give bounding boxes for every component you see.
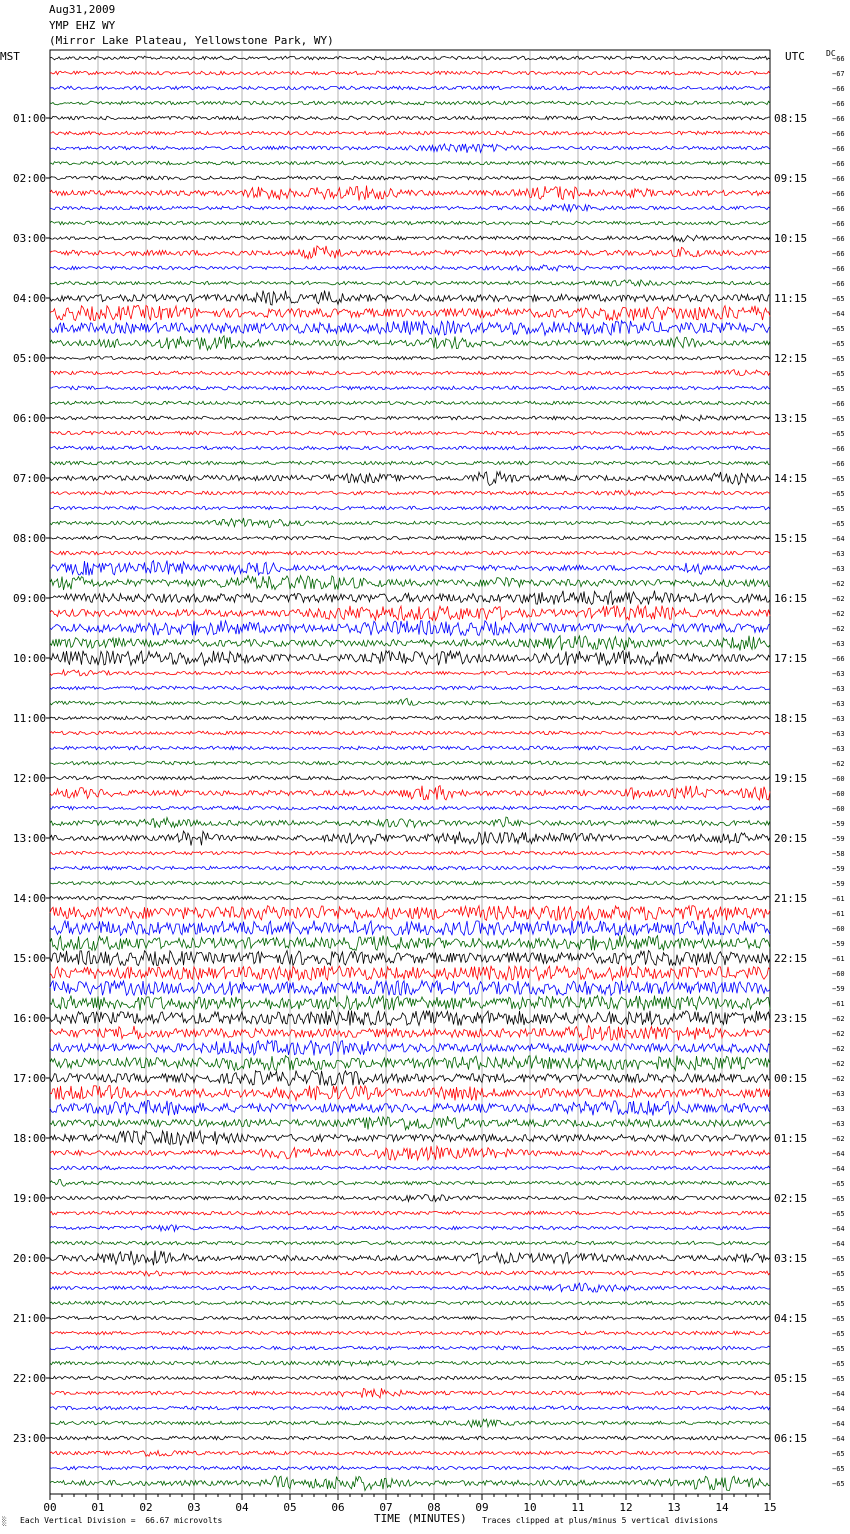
dc-offset-label: −61 xyxy=(832,1000,845,1008)
seismic-trace xyxy=(50,1011,770,1026)
dc-offset-label: −65 xyxy=(832,520,845,528)
dc-offset-label: −66 xyxy=(832,445,845,453)
seismic-trace xyxy=(50,280,770,286)
right-timezone-label: UTC xyxy=(785,50,805,63)
right-hour-label: 02:15 xyxy=(774,1192,808,1205)
dc-offset-label: −65 xyxy=(832,1450,845,1458)
dc-offset-label: −64 xyxy=(832,1225,845,1233)
left-hour-label: 15:00 xyxy=(13,952,47,965)
dc-offset-label: −63 xyxy=(832,1120,845,1128)
x-tick-label: 01 xyxy=(91,1501,105,1514)
x-tick-label: 08 xyxy=(427,1501,441,1514)
left-hour-label: 09:00 xyxy=(13,592,47,605)
dc-offset-label: −65 xyxy=(832,355,845,363)
dc-offset-label: −65 xyxy=(832,1180,845,1188)
right-hour-label: 03:15 xyxy=(774,1252,808,1265)
dc-offset-label: −61 xyxy=(832,910,845,918)
dc-header-label: DC xyxy=(826,49,836,58)
right-hour-label: 14:15 xyxy=(774,472,808,485)
seismic-trace xyxy=(50,636,770,651)
seismic-trace xyxy=(50,936,770,951)
seismic-trace xyxy=(50,1180,770,1187)
seismic-trace xyxy=(50,1241,770,1245)
right-hour-label: 18:15 xyxy=(774,712,808,725)
x-tick-label: 12 xyxy=(619,1501,633,1514)
seismic-trace xyxy=(50,506,770,510)
seismic-trace xyxy=(50,144,770,153)
dc-offset-label: −65 xyxy=(832,1210,845,1218)
x-tick-label: 07 xyxy=(379,1501,393,1514)
dc-offset-label: −65 xyxy=(832,430,845,438)
dc-offset-label: −62 xyxy=(832,1135,845,1143)
dc-offset-label: −64 xyxy=(832,1390,845,1398)
x-tick-label: 13 xyxy=(667,1501,681,1514)
left-hour-label: 20:00 xyxy=(13,1252,47,1265)
seismic-trace xyxy=(50,591,770,605)
seismic-trace xyxy=(50,235,770,242)
seismic-trace xyxy=(50,746,770,750)
left-hour-label: 03:00 xyxy=(13,232,47,245)
dc-offset-label: −66 xyxy=(832,235,845,243)
x-tick-label: 10 xyxy=(523,1501,537,1514)
dc-offset-label: −65 xyxy=(832,340,845,348)
right-hour-label: 09:15 xyxy=(774,172,808,185)
seismic-trace xyxy=(50,881,770,885)
dc-offset-label: −61 xyxy=(832,895,845,903)
seismic-trace xyxy=(50,906,770,921)
dc-offset-label: −63 xyxy=(832,670,845,678)
seismic-trace xyxy=(50,851,770,855)
seismic-trace xyxy=(50,1301,770,1305)
dc-offset-label: −63 xyxy=(832,1090,845,1098)
location-label: (Mirror Lake Plateau, Yellowstone Park, WY) xyxy=(49,34,334,47)
dc-offset-label: −64 xyxy=(832,1165,845,1173)
x-tick-label: 03 xyxy=(187,1501,201,1514)
seismic-trace xyxy=(50,246,770,259)
left-hour-label: 06:00 xyxy=(13,412,47,425)
seismic-trace xyxy=(50,1346,770,1350)
seismic-trace xyxy=(50,161,770,165)
x-tick-label: 02 xyxy=(139,1501,153,1514)
seismic-trace xyxy=(50,1131,770,1146)
right-hour-label: 06:15 xyxy=(774,1432,808,1445)
dc-offset-label: −65 xyxy=(832,325,845,333)
seismic-trace xyxy=(50,306,770,321)
plot-frame xyxy=(50,50,770,1494)
dc-offset-label: −65 xyxy=(832,415,845,423)
seismic-trace xyxy=(50,996,770,1011)
seismic-trace xyxy=(50,386,770,390)
dc-offset-label: −63 xyxy=(832,1105,845,1113)
seismic-trace xyxy=(50,551,770,555)
dc-offset-label: −60 xyxy=(832,790,845,798)
dc-offset-label: −60 xyxy=(832,970,845,978)
left-hour-label: 10:00 xyxy=(13,652,47,665)
dc-offset-label: −62 xyxy=(832,760,845,768)
seismic-trace xyxy=(50,415,770,421)
seismic-trace xyxy=(50,1211,770,1215)
right-hour-label: 12:15 xyxy=(774,352,808,365)
dc-offset-label: −66 xyxy=(832,220,845,228)
right-hour-label: 08:15 xyxy=(774,112,808,125)
right-hour-label: 23:15 xyxy=(774,1012,808,1025)
dc-offset-label: −65 xyxy=(832,1330,845,1338)
right-hour-label: 05:15 xyxy=(774,1372,808,1385)
seismic-trace xyxy=(50,1225,770,1232)
dc-offset-label: −65 xyxy=(832,1285,845,1293)
seismic-trace xyxy=(50,896,770,900)
right-hour-label: 10:15 xyxy=(774,232,808,245)
seismic-trace xyxy=(50,116,770,120)
right-hour-label: 13:15 xyxy=(774,412,808,425)
dc-offset-label: −59 xyxy=(832,940,845,948)
dc-offset-label: −64 xyxy=(832,310,845,318)
dc-offset-label: −62 xyxy=(832,580,845,588)
seismic-trace xyxy=(50,670,770,676)
seismic-trace xyxy=(50,1466,770,1470)
right-hour-label: 21:15 xyxy=(774,892,808,905)
seismic-trace xyxy=(50,1283,770,1292)
dc-offset-label: −65 xyxy=(832,490,845,498)
x-tick-label: 15 xyxy=(763,1501,777,1514)
x-tick-label: 14 xyxy=(715,1501,729,1514)
seismic-trace xyxy=(50,1026,770,1041)
dc-offset-label: −63 xyxy=(832,700,845,708)
left-hour-label: 23:00 xyxy=(13,1432,47,1445)
dc-offset-label: −59 xyxy=(832,985,845,993)
seismic-trace xyxy=(50,1195,770,1202)
seismic-trace xyxy=(50,1436,770,1440)
seismic-trace xyxy=(50,831,770,845)
seismic-trace xyxy=(50,265,770,271)
seismic-trace xyxy=(50,370,770,376)
seismic-trace xyxy=(50,1476,770,1491)
left-hour-label: 13:00 xyxy=(13,832,47,845)
left-hour-label: 16:00 xyxy=(13,1012,47,1025)
left-hour-label: 08:00 xyxy=(13,532,47,545)
x-axis-title: TIME (MINUTES) xyxy=(374,1512,467,1525)
x-tick-label: 09 xyxy=(475,1501,489,1514)
seismic-trace xyxy=(50,356,770,360)
dc-offset-label: −64 xyxy=(832,1435,845,1443)
seismic-trace xyxy=(50,951,770,966)
seismic-trace xyxy=(50,431,770,435)
right-hour-label: 16:15 xyxy=(774,592,808,605)
dc-offset-label: −64 xyxy=(832,535,845,543)
seismic-trace xyxy=(50,1331,770,1335)
dc-offset-label: −65 xyxy=(832,1480,845,1488)
x-tick-label: 04 xyxy=(235,1501,249,1514)
dc-offset-label: −65 xyxy=(832,1300,845,1308)
seismic-trace xyxy=(50,1166,770,1170)
seismic-trace xyxy=(50,1086,770,1101)
dc-offset-label: −64 xyxy=(832,1405,845,1413)
left-timezone-label: MST xyxy=(0,50,20,63)
dc-offset-label: −66 xyxy=(832,250,845,258)
dc-offset-label: −64 xyxy=(832,1150,845,1158)
left-hour-label: 11:00 xyxy=(13,712,47,725)
seismic-trace xyxy=(50,71,770,75)
dc-offset-label: −65 xyxy=(832,385,845,393)
seismic-trace xyxy=(50,291,770,306)
dc-offset-label: −66 xyxy=(832,175,845,183)
seismic-trace xyxy=(50,866,770,870)
seismic-trace xyxy=(50,776,770,780)
dc-offset-label: −65 xyxy=(832,1315,845,1323)
seismic-trace xyxy=(50,446,770,450)
seismic-trace xyxy=(50,461,770,465)
right-hour-label: 22:15 xyxy=(774,952,808,965)
x-tick-label: 00 xyxy=(43,1501,57,1514)
dc-offset-label: −66 xyxy=(832,100,845,108)
seismic-trace xyxy=(50,981,770,996)
dc-offset-label: −67 xyxy=(832,70,845,78)
seismic-trace xyxy=(50,966,770,981)
dc-offset-label: −63 xyxy=(832,640,845,648)
dc-offset-label: −62 xyxy=(832,610,845,618)
left-hour-label: 19:00 xyxy=(13,1192,47,1205)
dc-offset-label: −66 xyxy=(832,160,845,168)
dc-offset-label: −60 xyxy=(832,775,845,783)
seismic-trace xyxy=(50,56,770,60)
dc-offset-label: −62 xyxy=(832,595,845,603)
dc-offset-label: −65 xyxy=(832,475,845,483)
dc-offset-label: −62 xyxy=(832,1030,845,1038)
seismic-trace xyxy=(50,1116,770,1130)
seismic-trace xyxy=(50,921,770,936)
clip-note: Traces clipped at plus/minus 5 vertical divisions xyxy=(482,1516,719,1525)
seismic-trace xyxy=(50,321,770,336)
seismic-trace xyxy=(50,1376,770,1380)
dc-offset-label: −63 xyxy=(832,715,845,723)
seismic-trace xyxy=(50,651,770,666)
dc-offset-label: −62 xyxy=(832,1015,845,1023)
dc-offset-label: −59 xyxy=(832,820,845,828)
dc-offset-label: −66 xyxy=(832,655,845,663)
station-label: YMP EHZ WY xyxy=(49,19,116,32)
dc-offset-label: −66 xyxy=(832,460,845,468)
dc-offset-label: −58 xyxy=(832,850,845,858)
dc-offset-label: −63 xyxy=(832,565,845,573)
seismic-trace xyxy=(50,761,770,765)
dc-offset-label: −62 xyxy=(832,1060,845,1068)
dc-offset-label: −59 xyxy=(832,880,845,888)
seismic-trace xyxy=(50,1251,770,1266)
seismic-trace xyxy=(50,336,770,350)
seismic-trace xyxy=(50,561,770,576)
seismic-trace xyxy=(50,1041,770,1056)
seismic-trace xyxy=(50,401,770,405)
dc-offset-label: −59 xyxy=(832,865,845,873)
dc-offset-label: −63 xyxy=(832,550,845,558)
seismic-trace xyxy=(50,1388,770,1398)
dc-offset-label: −65 xyxy=(832,505,845,513)
seismic-trace xyxy=(50,806,770,810)
dc-offset-label: −65 xyxy=(832,1195,845,1203)
x-tick-label: 06 xyxy=(331,1501,345,1514)
seismic-trace xyxy=(50,186,770,201)
dc-offset-label: −64 xyxy=(832,1240,845,1248)
dc-offset-label: −60 xyxy=(832,925,845,933)
seismic-trace xyxy=(50,698,770,705)
seismic-trace xyxy=(50,621,770,636)
seismic-trace xyxy=(50,731,770,735)
dc-offset-label: −65 xyxy=(832,295,845,303)
right-hour-label: 15:15 xyxy=(774,532,808,545)
left-hour-label: 05:00 xyxy=(13,352,47,365)
right-hour-label: 20:15 xyxy=(774,832,808,845)
seismic-trace xyxy=(50,1071,770,1086)
right-hour-label: 11:15 xyxy=(774,292,808,305)
dc-offset-label: −65 xyxy=(832,1360,845,1368)
seismic-trace xyxy=(50,716,770,720)
left-hour-label: 14:00 xyxy=(13,892,47,905)
seismic-trace xyxy=(50,1101,770,1116)
dc-offset-label: −66 xyxy=(832,190,845,198)
dc-offset-label: −66 xyxy=(832,85,845,93)
seismic-trace xyxy=(50,1361,770,1366)
dc-offset-label: −61 xyxy=(832,955,845,963)
left-hour-label: 22:00 xyxy=(13,1372,47,1385)
x-tick-label: 05 xyxy=(283,1501,297,1514)
dc-offset-label: −66 xyxy=(832,55,845,63)
scale-mark: ░ xyxy=(2,1517,7,1526)
left-hour-label: 18:00 xyxy=(13,1132,47,1145)
right-hour-label: 01:15 xyxy=(774,1132,808,1145)
left-hour-label: 04:00 xyxy=(13,292,47,305)
dc-offset-label: −64 xyxy=(832,1420,845,1428)
dc-offset-label: −62 xyxy=(832,1045,845,1053)
right-hour-label: 00:15 xyxy=(774,1072,808,1085)
dc-offset-label: −66 xyxy=(832,265,845,273)
right-hour-label: 04:15 xyxy=(774,1312,808,1325)
dc-offset-label: −65 xyxy=(832,370,845,378)
seismic-trace xyxy=(50,221,770,225)
seismic-trace xyxy=(50,686,770,690)
left-hour-label: 12:00 xyxy=(13,772,47,785)
seismic-trace xyxy=(50,536,770,540)
seismic-trace xyxy=(50,518,770,528)
seismic-trace xyxy=(50,101,770,105)
seismic-trace xyxy=(50,204,770,212)
dc-offset-label: −66 xyxy=(832,400,845,408)
left-hour-label: 02:00 xyxy=(13,172,47,185)
dc-offset-label: −65 xyxy=(832,1465,845,1473)
x-tick-label: 11 xyxy=(571,1501,585,1514)
seismic-trace xyxy=(50,1406,770,1410)
seismic-trace xyxy=(50,176,770,180)
left-hour-label: 01:00 xyxy=(13,112,47,125)
seismic-trace xyxy=(50,1451,770,1457)
seismic-trace xyxy=(50,786,770,800)
dc-offset-label: −65 xyxy=(832,1345,845,1353)
seismic-trace xyxy=(50,1056,770,1071)
dc-offset-label: −66 xyxy=(832,115,845,123)
seismic-trace xyxy=(50,1271,770,1276)
dc-offset-label: −65 xyxy=(832,1270,845,1278)
dc-offset-label: −65 xyxy=(832,1375,845,1383)
left-hour-label: 17:00 xyxy=(13,1072,47,1085)
scale-note: Each Vertical Division = 66.67 microvolts xyxy=(20,1516,223,1525)
left-hour-label: 07:00 xyxy=(13,472,47,485)
seismic-trace xyxy=(50,1146,770,1160)
seismic-trace xyxy=(50,606,770,621)
date-label: Aug31,2009 xyxy=(49,3,116,16)
dc-offset-label: −65 xyxy=(832,1255,845,1263)
left-hour-label: 21:00 xyxy=(13,1312,47,1325)
seismic-trace xyxy=(50,576,770,590)
seismic-trace xyxy=(50,1419,770,1427)
dc-offset-label: −60 xyxy=(832,805,845,813)
seismic-trace xyxy=(50,86,770,90)
seismic-trace xyxy=(50,1316,770,1320)
dc-offset-label: −63 xyxy=(832,730,845,738)
dc-offset-label: −63 xyxy=(832,685,845,693)
dc-offset-label: −62 xyxy=(832,1075,845,1083)
dc-offset-label: −66 xyxy=(832,130,845,138)
dc-offset-label: −66 xyxy=(832,205,845,213)
dc-offset-label: −66 xyxy=(832,145,845,153)
right-hour-label: 17:15 xyxy=(774,652,808,665)
seismic-trace xyxy=(50,131,770,135)
dc-offset-label: −62 xyxy=(832,625,845,633)
right-hour-label: 19:15 xyxy=(774,772,808,785)
dc-offset-label: −63 xyxy=(832,745,845,753)
seismic-trace xyxy=(50,472,770,486)
seismic-trace xyxy=(50,490,770,495)
dc-offset-label: −66 xyxy=(832,280,845,288)
seismic-trace xyxy=(50,817,770,828)
dc-offset-label: −59 xyxy=(832,835,845,843)
